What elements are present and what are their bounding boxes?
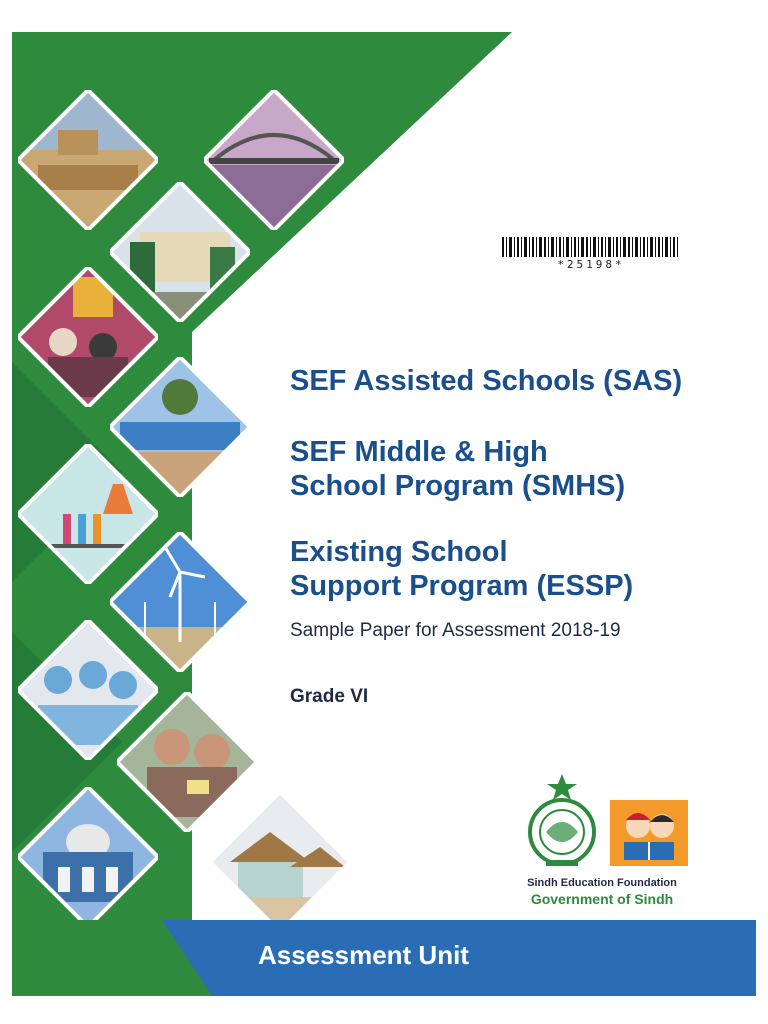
organization-name: Sindh Education Foundation — [527, 877, 677, 889]
barcode-bars — [498, 237, 684, 257]
barcode — [498, 237, 684, 271]
sef-children-logo-icon — [610, 800, 688, 866]
government-name: Government of Sindh — [530, 891, 674, 907]
title-essp-line2: Support Program (ESSP) — [290, 570, 634, 602]
cover-page — [12, 32, 756, 996]
title-essp-line1: Existing School — [290, 536, 508, 568]
huts-photo-tile — [210, 792, 350, 932]
title-essp — [290, 535, 633, 603]
barcode-number: *25198* — [557, 258, 625, 271]
title-smhs — [290, 435, 625, 503]
shrine-photo-tile — [18, 787, 158, 927]
sindh-emblem-icon — [516, 772, 608, 872]
title-sas: SEF Assisted Schools (SAS) — [290, 365, 683, 397]
grade-label: Grade VI — [290, 686, 369, 707]
assessment-unit-label: Assessment Unit — [258, 940, 469, 970]
title-smhs-line2: School Program (SMHS) — [290, 470, 626, 502]
title-smhs-line1: SEF Middle & High — [290, 436, 548, 468]
subtitle: Sample Paper for Assessment 2018-19 — [290, 620, 621, 641]
